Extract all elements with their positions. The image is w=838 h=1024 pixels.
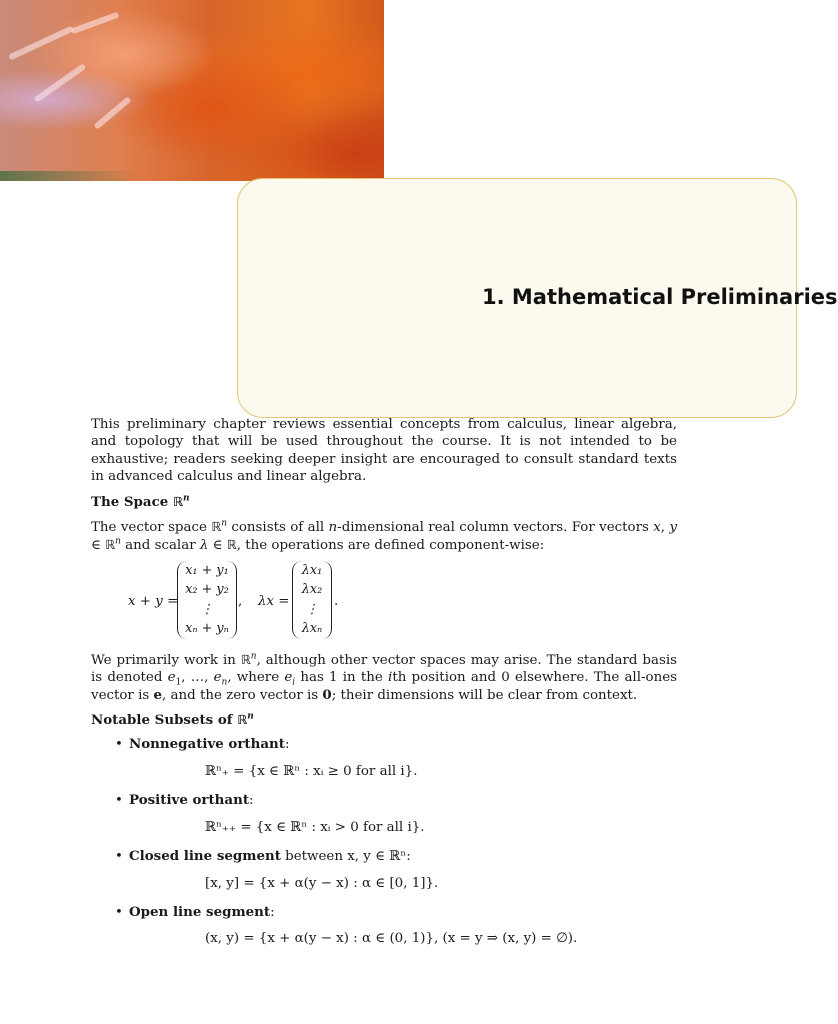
sum-entry: ⋮ <box>200 601 214 617</box>
sum-entry: xₙ + yₙ <box>185 621 229 637</box>
scale-entry: λxₙ <box>301 621 323 637</box>
sum-lhs: x + y = <box>128 593 179 609</box>
chapter-title: 1. Mathematical Preliminaries <box>482 285 838 309</box>
chapter-body <box>91 416 677 960</box>
chapter-cover-image <box>0 0 384 181</box>
scale-lhs: λx = <box>258 593 290 609</box>
scale-vector <box>292 561 332 639</box>
bullet-icon: • <box>115 904 123 920</box>
intro-paragraph: This preliminary chapter reviews essential concepts from calculus, linear algebra, and topology that will be used throughout the course. It is not intended to be exhaustive; readers seeking deeper insight are encouraged to consult standard texts in advanced calculus and linear algebra. <box>91 417 677 485</box>
section-heading-notable-subsets: Notable Subsets of ℝ$^n$ <box>91 711 254 729</box>
list-item: • Open line segment: (x, y) = {x + α(y − x) : α ∈ (0, 1)}, (x = y ⇒ (x, y) = ∅). <box>91 904 677 948</box>
vector-space-paragraph: The vector space ℝ$^n$ consists of all n-dimensional real column vectors. For vectors x, y ∈ ℝ$^n$ and scalar λ ∈ ℝ, the operations are defined component-wise: <box>91 518 678 554</box>
vector-operations-display: x + y = x₁ + y₁ x₂ + y₂ ⋮ xₙ + yₙ , λx = λx₁ λx₂ ⋮ λxₙ . <box>91 561 677 645</box>
subset-formula: ℝⁿ₊₊ = {x ∈ ℝⁿ : xᵢ > 0 for all i}. <box>205 819 425 835</box>
section-heading-space-rn: The Space ℝ$^n$ <box>91 493 190 510</box>
subset-formula: [x, y] = {x + α(y − x) : α ∈ [0, 1]}. <box>205 875 439 891</box>
standard-basis-paragraph: We primarily work in ℝ$^n$, although other vector spaces may arise. The standard basis is denoted $e_1$, …, $e_n$, where $e_i$ has 1 in the ith position and 0 elsewhere. The all-ones vector is e, and the zero vector is 0; their dimensions will be clear from context. <box>91 651 677 703</box>
list-item: • Positive orthant: ℝⁿ₊₊ = {x ∈ ℝⁿ : xᵢ > 0 for all i}. <box>91 792 677 836</box>
sum-entry: x₁ + y₁ <box>185 562 229 578</box>
subset-formula: (x, y) = {x + α(y − x) : α ∈ (0, 1)}, (x = y ⇒ (x, y) = ∅). <box>205 931 578 947</box>
list-item: • Nonnegative orthant: ℝⁿ₊ = {x ∈ ℝⁿ : xᵢ ≥ 0 for all i}. <box>91 736 677 780</box>
scale-entry: ⋮ <box>305 601 319 617</box>
list-item: • Closed line segment between x, y ∈ ℝⁿ: [x, y] = {x + α(y − x) : α ∈ [0, 1]}. <box>91 848 677 892</box>
bullet-icon: • <box>115 849 123 865</box>
sum-vector <box>177 561 237 639</box>
sum-entry: x₂ + y₂ <box>185 582 229 598</box>
subset-formula: ℝⁿ₊ = {x ∈ ℝⁿ : xᵢ ≥ 0 for all i}. <box>205 763 418 779</box>
bullet-icon: • <box>115 737 123 753</box>
scale-entry: λx₁ <box>301 562 323 578</box>
subset-list <box>91 736 677 947</box>
scale-entry: λx₂ <box>301 582 323 598</box>
bullet-icon: • <box>115 793 123 809</box>
